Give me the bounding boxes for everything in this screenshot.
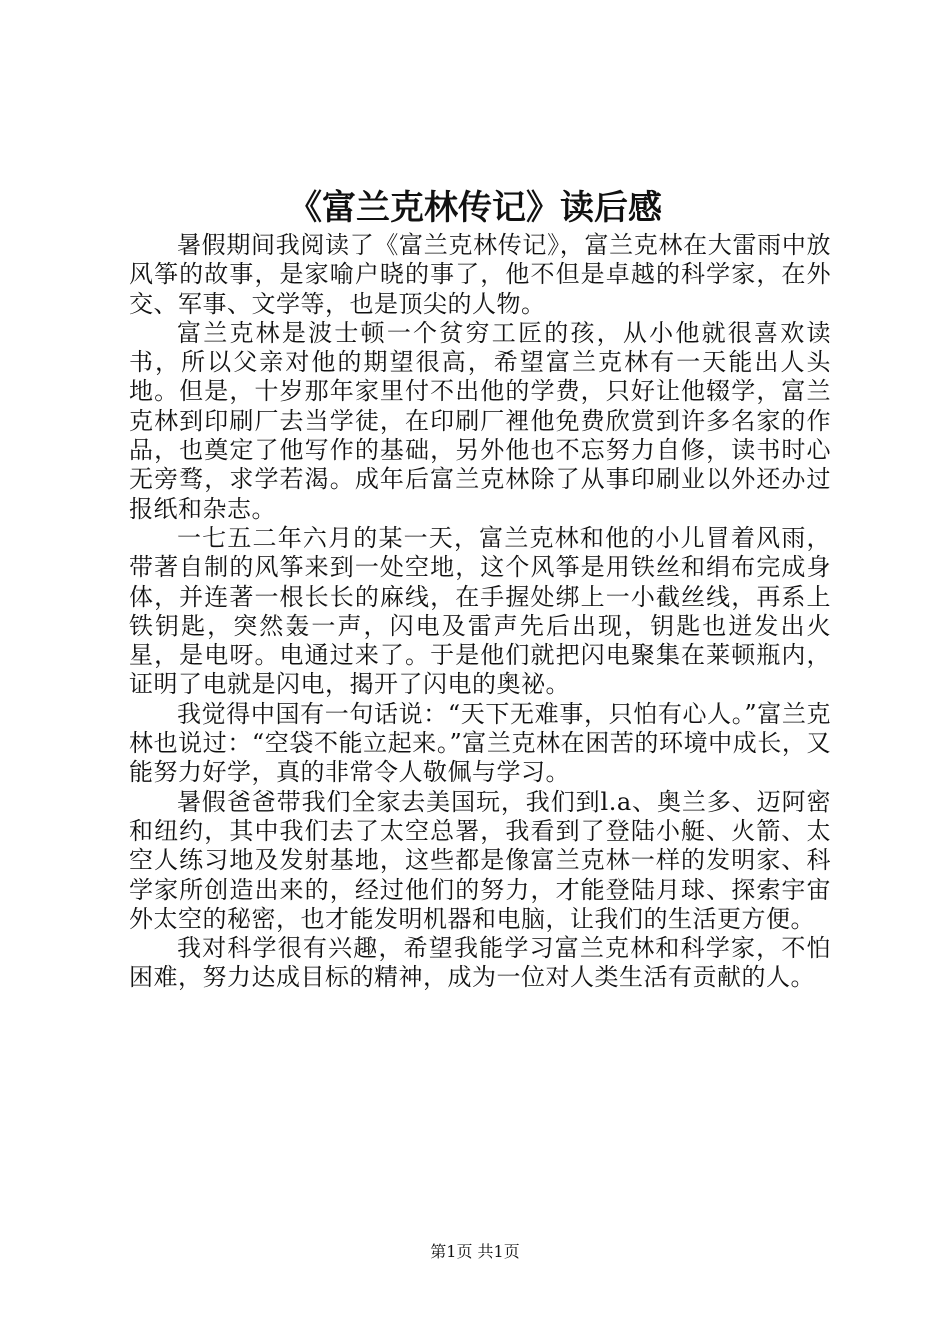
- document-body: [129, 231, 831, 993]
- document-title: 《富兰克林传记》读后感: [288, 188, 662, 228]
- paragraph-2: 富兰克林是波士顿一个贫穷工匠的孩，从小他就很喜欢读书，所以父亲对他的期望很高，希望富兰克林有一天能出人头地。但是，十岁那年家里付不出他的学费，只好让他辍学，富兰克林到印刷厂去当学徒，在印刷厂裡他免费欣赏到许多名家的作品，也奠定了他写作的基础，另外他也不忘努力自修，读书时心无旁骛，求学若渴。成年后富兰克林除了从事印刷业以外还办过报纸和杂志。: [129, 318, 831, 523]
- paragraph-4: 我觉得中国有一句话说：“天下无难事，只怕有心人。”富兰克林也说过：“空袋不能立起来。”富兰克林在困苦的环境中成长，又能努力好学，真的非常令人敬佩与学习。: [129, 699, 831, 787]
- page-footer: 第1页 共1页: [430, 1242, 520, 1261]
- paragraph-5: 暑假爸爸带我们全家去美国玩，我们到l.a、奥兰多、迈阿密和纽约，其中我们去了太空总署，我看到了登陆小艇、火箭、太空人练习地及发射基地，这些都是像富兰克林一样的发明家、科学家所创造出来的，经过他们的努力，才能登陆月球、探索宇宙外太空的秘密，也才能发明机器和电脑，让我们的生活更方便。: [129, 787, 831, 933]
- paragraph-1: 暑假期间我阅读了《富兰克林传记》，富兰克林在大雷雨中放风筝的故事，是家喻户晓的事了，他不但是卓越的科学家，在外交、军事、文学等，也是顶尖的人物。: [129, 231, 831, 318]
- paragraph-3: 一七五二年六月的某一天，富兰克林和他的小儿冒着风雨，带著自制的风筝来到一处空地，这个风筝是用铁丝和绢布完成身体，并连著一根长长的麻线，在手握处绑上一小截丝线，再系上铁钥匙，突然轰一声，闪电及雷声先后出现，钥匙也迸发出火星，是电呀。电通过来了。于是他们就把闪电聚集在莱顿瓶内，证明了电就是闪电，揭开了闪电的奥祕。: [129, 523, 831, 699]
- paragraph-6: 我对科学很有兴趣，希望我能学习富兰克林和科学家，不怕困难，努力达成目标的精神，成为一位对人类生活有贡献的人。: [129, 934, 831, 992]
